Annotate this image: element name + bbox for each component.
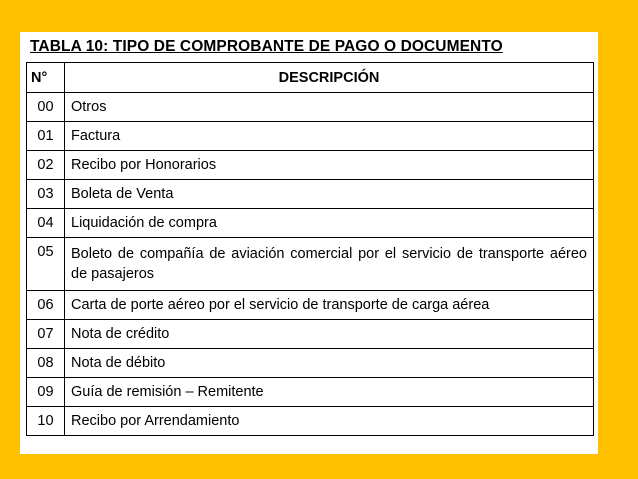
row-code: 09 <box>27 378 65 407</box>
row-code: 07 <box>27 320 65 349</box>
row-description: Nota de débito <box>65 349 594 378</box>
row-code: 02 <box>27 151 65 180</box>
table-row <box>27 320 594 349</box>
document-types-table <box>26 62 594 436</box>
table-row <box>27 378 594 407</box>
row-code: 01 <box>27 122 65 151</box>
table-title: TABLA 10: TIPO DE COMPROBANTE DE PAGO O DOCUMENTO <box>30 38 503 55</box>
row-description: Liquidación de compra <box>65 209 594 238</box>
table-row <box>27 180 594 209</box>
row-code: 08 <box>27 349 65 378</box>
table-row <box>27 122 594 151</box>
table-row <box>27 291 594 320</box>
row-code: 05 <box>27 238 65 291</box>
row-code: 10 <box>27 407 65 436</box>
table-row <box>27 151 594 180</box>
row-code: 00 <box>27 93 65 122</box>
header-number: N° <box>27 63 65 93</box>
table-row <box>27 238 594 291</box>
row-description: Recibo por Honorarios <box>65 151 594 180</box>
table-row <box>27 349 594 378</box>
row-code: 06 <box>27 291 65 320</box>
table-row <box>27 407 594 436</box>
row-description: Carta de porte aéreo por el servicio de transporte de carga aérea <box>65 291 594 320</box>
row-description: Guía de remisión – Remitente <box>65 378 594 407</box>
row-description: Nota de crédito <box>65 320 594 349</box>
row-description: Recibo por Arrendamiento <box>65 407 594 436</box>
row-code: 03 <box>27 180 65 209</box>
table-row <box>27 209 594 238</box>
table-row <box>27 93 594 122</box>
document-sheet <box>20 32 598 454</box>
row-description: Boleta de Venta <box>65 180 594 209</box>
header-description: DESCRIPCIÓN <box>65 63 594 93</box>
table-header-row <box>27 63 594 93</box>
row-description: Factura <box>65 122 594 151</box>
row-description: Otros <box>65 93 594 122</box>
row-description: Boleto de compañía de aviación comercial por el servicio de transporte aéreo de pasajeros <box>65 238 594 291</box>
row-code: 04 <box>27 209 65 238</box>
